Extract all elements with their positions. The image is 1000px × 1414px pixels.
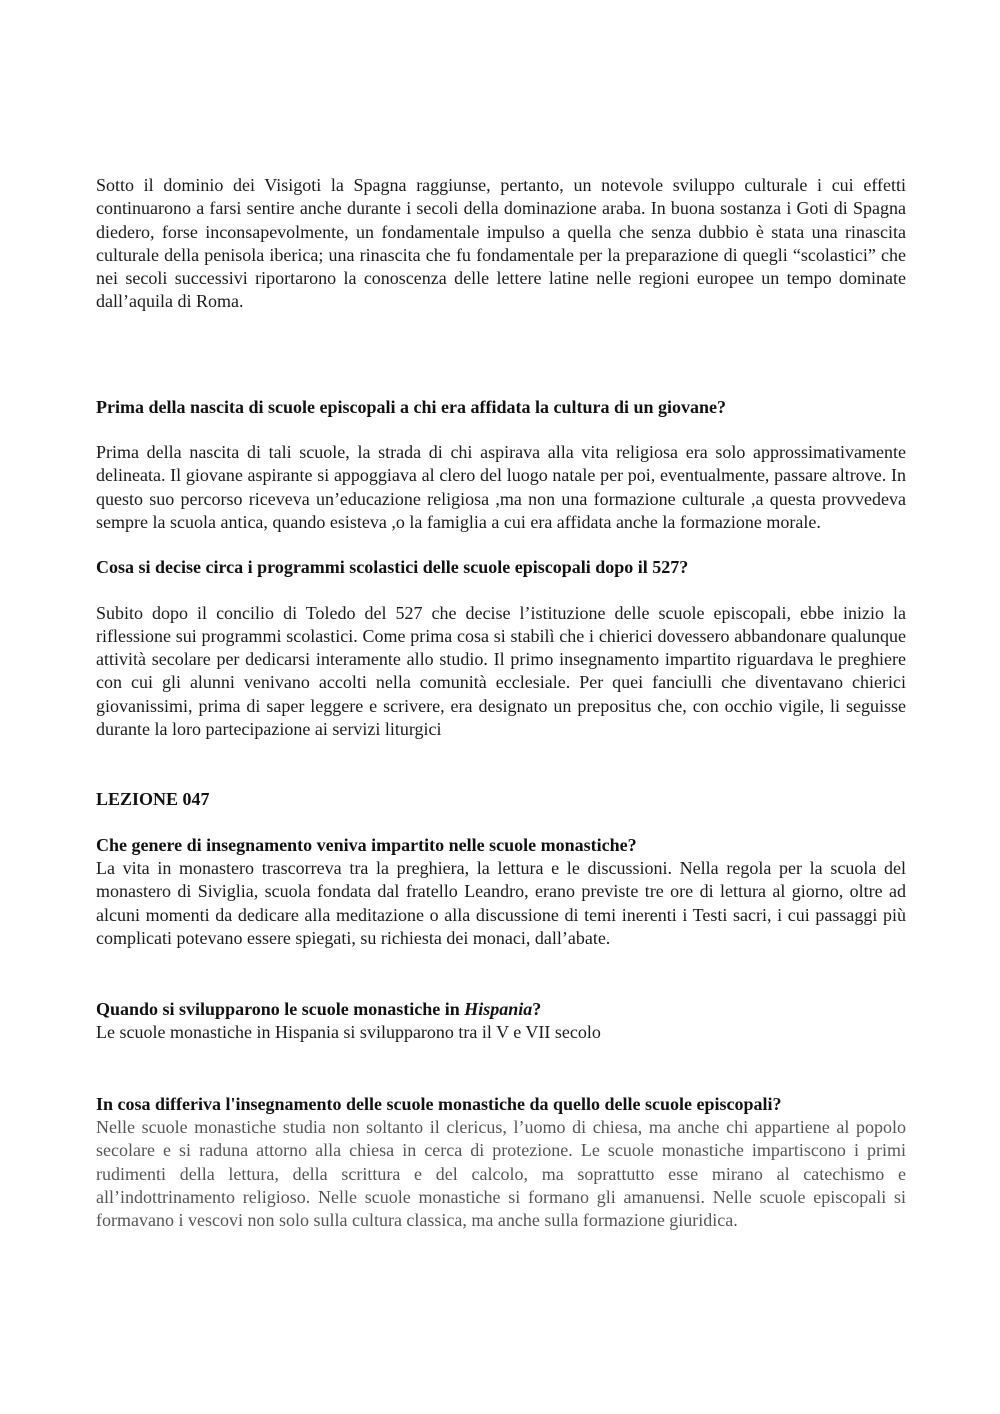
spacer — [96, 314, 906, 396]
answer-paragraph: Prima della nascita di tali scuole, la strada di chi aspirava alla vita religiosa era solo approssimativamente delineata. Il giovane aspirante si appoggiava al clero del luogo natale per poi, eventualmente, passare altrove. In questo suo percorso riceveva un’educazione religiosa ,ma non una formazione culturale ,a questa provvedeva sempre la scuola antica, quando esisteva ,o la famiglia a cui era affidata anche la formazione morale. — [96, 442, 906, 532]
question-mark: ? — [532, 999, 542, 1020]
answer-paragraph: Le scuole monastiche in Hispania si svilupparono tra il V e VII secolo — [96, 1022, 601, 1043]
question-heading: Cosa si decise circa i programmi scolastici delle scuole episcopali dopo il 527? — [96, 557, 689, 578]
document-page — [96, 174, 906, 1233]
spacer — [96, 812, 906, 834]
spacer — [96, 419, 906, 441]
question-text: Quando si svilupparono le scuole monastiche in — [96, 999, 465, 1020]
answer-paragraph: Subito dopo il concilio di Toledo del 527 che decise l’istituzione delle scuole episcopali, ebbe inizio la riflessione sui programmi scolastici. Come prima cosa si stabilì che i chierici dovessero abbandonare qualunque attività secolare per dedicarsi interamente allo studio. Il primo insegnamento impartito riguardava le preghiere con cui gli alunni venivano accolti nella comunità ecclesiale. Per quei fanciulli che diventavano chierici giovanissimi, prima di saper leggere e scrivere, era designato un prepositus che, con occhio vigile, li seguisse durante la loro partecipazione ai servizi liturgici — [96, 602, 906, 740]
lesson-heading: LEZIONE 047 — [96, 789, 210, 810]
intro-paragraph: Sotto il dominio dei Visigoti la Spagna raggiunse, pertanto, un notevole sviluppo culturale i cui effetti continuarono a farsi sentire anche durante i secoli della dominazione araba. In buona sostanza i Goti di Spagna diedero, forse inconsapevolmente, un fondamentale impulso a quella che senza dubbio è stata una rinascita culturale della penisola iberica; una rinascita che fu fondamentale per la preparazione di quegli “scolastici” che nei secoli successivi riportarono la conoscenza delle lettere latine nelle regioni europee un tempo dominate dall’aquila di Roma. — [96, 175, 906, 312]
question-heading: Prima della nascita di scuole episcopali a chi era affidata la cultura di un giovane? — [96, 396, 726, 417]
spacer — [96, 1045, 906, 1093]
spacer — [96, 580, 906, 602]
question-italic-term: Hispania — [464, 999, 533, 1020]
spacer — [96, 534, 906, 556]
spacer — [96, 950, 906, 998]
answer-paragraph: La vita in monastero trascorreva tra la preghiera, la lettura e le discussioni. Nella regola per la scuola del monastero di Siviglia, scuola fondata dal fratello Leandro, erano previste tre ore di lettura al giorno, oltre ad alcuni momenti da dedicare alla meditazione o alla discussione di temi inerenti i Testi sacri, i cui passaggi più complicati potevano essere spiegati, su richiesta dei monaci, dall’abate. — [96, 857, 906, 948]
answer-paragraph: Nelle scuole monastiche studia non soltanto il clericus, l’uomo di chiesa, ma anche chi appartiene al popolo secolare e si raduna attorno alla chiesa in cerca di protezione. Le scuole monastiche impartiscono i primi rudimenti della lettura, della scrittura e del calcolo, ma soprattutto esse mirano al catechismo e all’indottrinamento religioso. Nelle scuole monastiche si formano gli amanuensi. Nelle scuole episcopali si formavano i vescovi non solo sulla cultura classica, ma anche sulla formazione giuridica. — [96, 1117, 906, 1231]
question-heading: In cosa differiva l'insegnamento delle scuole monastiche da quello delle scuole episcopali? — [96, 1093, 782, 1114]
question-heading: Che genere di insegnamento veniva impartito nelle scuole monastiche? — [96, 834, 637, 855]
question-heading — [96, 998, 906, 1021]
spacer — [96, 741, 906, 788]
